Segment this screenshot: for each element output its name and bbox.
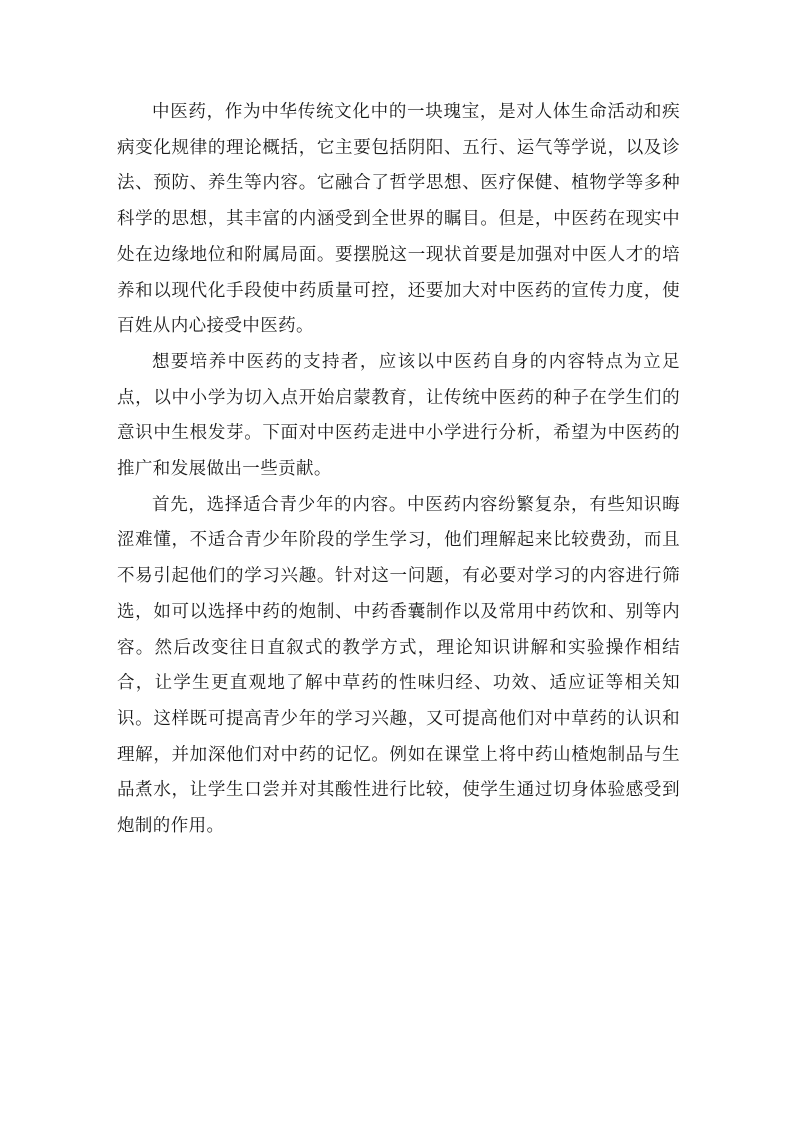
- document-body: [117, 95, 680, 845]
- paragraph-1: 中医药，作为中华传统文化中的一块瑰宝，是对人体生命活动和疾病变化规律的理论概括，它主要包括阴阳、五行、运气等学说，以及诊法、预防、养生等内容。它融合了哲学思想、医疗保健、植物学等多种科学的思想，其丰富的内涵受到全世界的瞩目。但是，中医药在现实中处在边缘地位和附属局面。要摆脱这一现状首要是加强对中医人才的培养和以现代化手段使中药质量可控，还要加大对中医药的宣传力度，使百姓从内心接受中医药。: [117, 102, 680, 337]
- paragraph-2: 想要培养中医药的支持者，应该以中医药自身的内容特点为立足点，以中小学为切入点开始启蒙教育，让传统中医药的种子在学生们的意识中生根发芽。下面对中医药走进中小学进行分析，希望为中医药的推广和发展做出一些贡献。: [117, 351, 680, 480]
- paragraph-3: 首先，选择适合青少年的内容。中医药内容纷繁复杂，有些知识晦涩难懂，不适合青少年阶段的学生学习，他们理解起来比较费劲，而且不易引起他们的学习兴趣。针对这一问题，有必要对学习的内容进行筛选，如可以选择中药的炮制、中药香囊制作以及常用中药饮和、别等内容。然后改变往日直叙式的教学方式，理论知识讲解和实验操作相结合，让学生更直观地了解中草药的性味归经、功效、适应证等相关知识。这样既可提高青少年的学习兴趣，又可提高他们对中草药的认识和理解，并加深他们对中药的记忆。例如在课堂上将中药山楂炮制品与生品煮水，让学生口尝并对其酸性进行比较，使学生通过切身体验感受到炮制的作用。: [117, 494, 680, 837]
